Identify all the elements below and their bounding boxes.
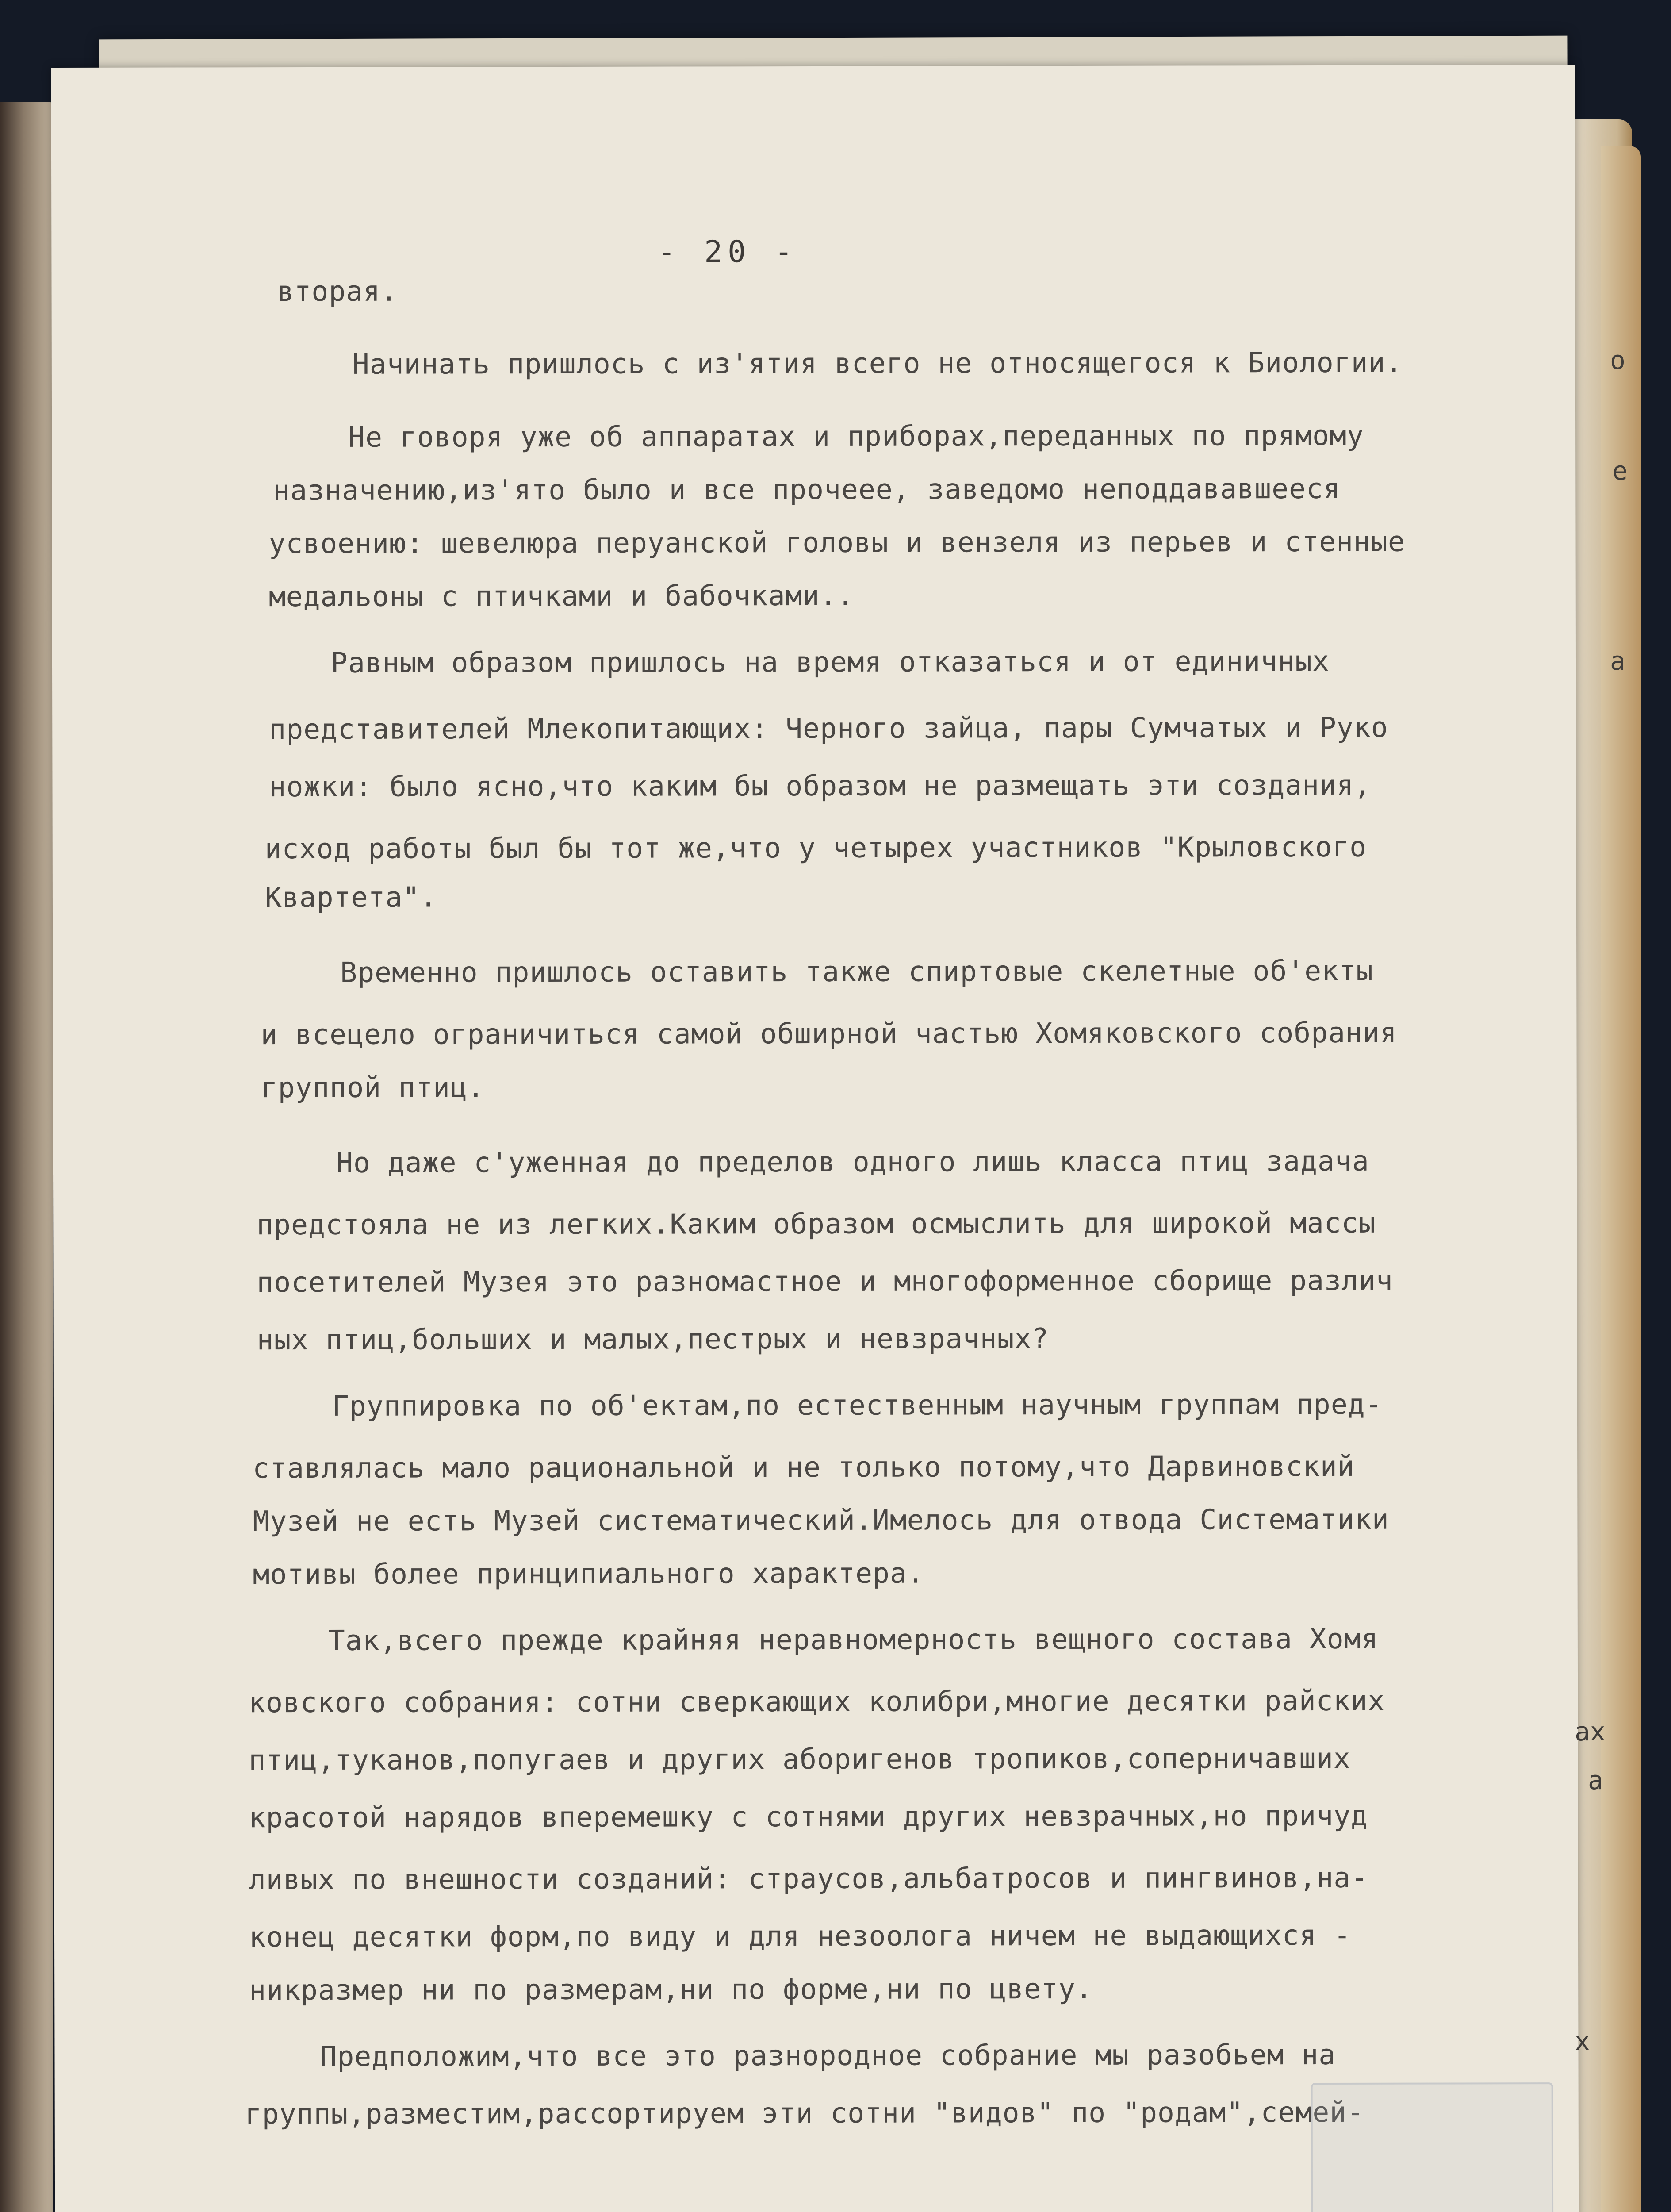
text-line: медальоны с птичками и бабочками.. [268,579,855,613]
text-line: ных птиц,больших и малых,пестрых и невзрачных? [257,1322,1049,1356]
faded-stamp [1311,2082,1554,2212]
text-line: Временно пришлось оставить также спиртовые скелетные об'екты [340,954,1374,989]
text-line: и всецело ограничиться самой обширной частью Хомяковского собрания [261,1016,1397,1051]
text-line: Так,всего прежде крайняя неравномерность вещного состава Хомя [328,1622,1379,1657]
text-line: группы,разместим,рассортируем эти сотни "видов" по "родам",семей- [245,2096,1364,2131]
text-line: ставлялась мало рациональной и не только потому,что Дарвиновский [253,1450,1355,1485]
adjacent-page-edge [0,102,53,2212]
text-line: Группировка по об'ектам,по естественным научным группам пред- [332,1388,1383,1422]
text-line: Предположим,что все это разнородное собрание мы разобьем на [320,2038,1336,2073]
margin-mark: о [1610,345,1625,375]
text-line: Не говоря уже об аппаратах и приборах,переданных по прямому [348,419,1364,453]
typewritten-page [51,65,1579,2212]
text-line: Начинать пришлось с из'ятия всего не относящегося к Биологии. [352,346,1403,380]
text-line: назначению,из'ято было и все прочеее, заведомо неподдававшееся [273,472,1341,507]
text-line: ковского собрания: сотни сверкающих колибри,многие десятки райских [249,1684,1385,1719]
text-line: ножки: было ясно,что каким бы образом не размещать эти создания, [269,768,1372,803]
text-line: Квартета". [264,881,437,914]
text-line: исход работы был бы тот же,что у четырех участников "Крыловского [264,830,1367,865]
margin-mark: ах [1575,1717,1606,1747]
text-line: усвоению: шевелюра перуанской головы и вензеля из перьев и стенные [268,525,1405,560]
text-line: ливых по внешности созданий: страусов,альбатросов и пингвинов,на- [249,1861,1368,1896]
page-number: - 20 - [657,234,798,270]
margin-mark: а [1610,646,1625,676]
text-line: предстояла не из легких.Каким образом осмыслить для широкой массы [257,1206,1376,1241]
text-line: Но даже с'уженная до пределов одного лишь класса птиц задача [336,1144,1369,1179]
text-line: никразмер ни по размерам,ни по форме,ни по цвету. [249,1972,1093,2007]
margin-mark: е [1612,456,1628,486]
text-line: группой птиц. [261,1071,485,1104]
text-line: Музей не есть Музей систематический.Имелось для отвода Систематики [253,1503,1389,1538]
margin-mark: х [1575,2026,1590,2056]
text-line: конец десятки форм,по виду и для незоолога ничем не выдающихся - [249,1919,1351,1954]
text-line: представителей Млекопитающих: Черного зайца, пары Сумчатых и Руко [269,711,1388,746]
text-line: вторая. [277,275,398,308]
margin-mark: а [1588,1765,1603,1795]
text-line: мотивы более принципиального характера. [253,1557,924,1591]
text-line: посетителей Музея это разномастное и многоформенное сборище различ [257,1264,1393,1299]
text-line: красотой нарядов вперемешку с сотнями других невзрачных,но причуд [249,1799,1368,1834]
text-line: птиц,туканов,попугаев и других аборигенов тропиков,соперничавших [249,1742,1351,1777]
text-line: Равным образом пришлось на время отказаться и от единичных [330,645,1330,679]
